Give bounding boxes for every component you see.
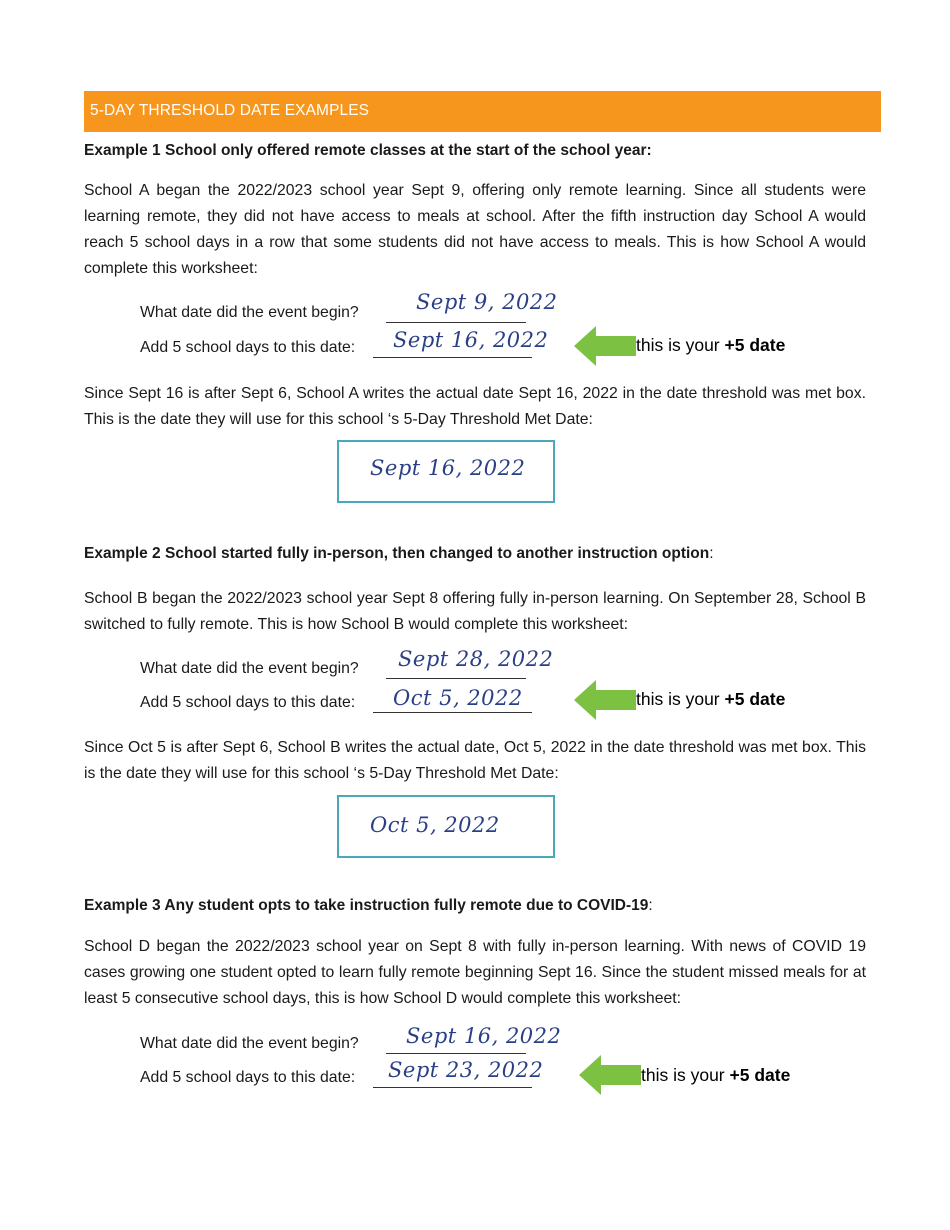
- plus5-callout: this is your +5 date: [636, 335, 786, 355]
- event-begin-handwritten: Sept 9, 2022: [416, 290, 558, 314]
- plus5-callout: this is your +5 date: [641, 1065, 791, 1085]
- left-arrow-icon: [574, 680, 636, 720]
- plus5-callout: this is your +5 date: [636, 689, 786, 709]
- plus5-handwritten: Sept 16, 2022: [393, 328, 549, 352]
- example2-conclusion: Since Oct 5 is after Sept 6, School B writes the actual date, Oct 5, 2022 in the date threshold was met box. This is the date they will use for this school ‘s 5-Day Threshold Met Date:: [84, 739, 866, 782]
- example2-paragraph: School B began the 2022/2023 school year Sept 8 offering fully in-person learning. On September 28, School B switched to fully remote. This is how School B would complete this worksheet:: [84, 590, 866, 633]
- example3-paragraph: School D began the 2022/2023 school year on Sept 8 with fully in-person learning. With news of COVID 19 cases growing one student opted to learn fully remote beginning Sept 16. Since the student missed meals for at least 5 consecutive school days, this is how School D would complete this worksheet:: [84, 938, 866, 1007]
- plus5-handwritten: Sept 23, 2022: [388, 1058, 544, 1082]
- example2-heading: Example 2 School started fully in-person, then changed to another instruction option:: [84, 545, 714, 562]
- event-begin-label: What date did the event begin?: [140, 660, 359, 677]
- plus5-underline: [373, 712, 532, 713]
- left-arrow-icon: [574, 326, 636, 366]
- event-begin-handwritten: Sept 28, 2022: [398, 647, 554, 671]
- plus5-label: Add 5 school days to this date:: [140, 339, 356, 356]
- threshold-date-handwritten: Sept 16, 2022: [370, 456, 526, 480]
- example1-paragraph: School A began the 2022/2023 school year Sept 9, offering only remote learning. Since all students were learning remote, they did not have access to meals at school. After the fifth instruction day School A would reach 5 school days in a row that some students did not have access to meals. This is how School A would complete this worksheet:: [84, 182, 866, 277]
- threshold-date-handwritten: Oct 5, 2022: [370, 813, 500, 837]
- event-begin-label: What date did the event begin?: [140, 304, 359, 321]
- plus5-label: Add 5 school days to this date:: [140, 1069, 356, 1086]
- event-begin-handwritten: Sept 16, 2022: [406, 1024, 562, 1048]
- threshold-date-box: [337, 440, 555, 503]
- event-begin-label: What date did the event begin?: [140, 1035, 359, 1052]
- plus5-label: Add 5 school days to this date:: [140, 694, 356, 711]
- event-begin-underline: [386, 1053, 526, 1054]
- plus5-underline: [373, 357, 532, 358]
- event-begin-underline: [386, 678, 526, 679]
- threshold-date-box: [337, 795, 555, 858]
- plus5-underline: [373, 1087, 532, 1088]
- example3-heading: Example 3 Any student opts to take instruction fully remote due to COVID-19:: [84, 897, 653, 914]
- plus5-handwritten: Oct 5, 2022: [393, 686, 523, 710]
- example1-heading: Example 1 School only offered remote classes at the start of the school year:: [84, 142, 652, 159]
- example1-conclusion: Since Sept 16 is after Sept 6, School A writes the actual date Sept 16, 2022 in the date threshold was met box. This is the date they will use for this school ‘s 5-Day Threshold Met Date:: [84, 385, 866, 428]
- section-banner: 5-DAY THRESHOLD DATE EXAMPLES: [84, 91, 881, 132]
- event-begin-underline: [386, 322, 526, 323]
- left-arrow-icon: [579, 1055, 641, 1095]
